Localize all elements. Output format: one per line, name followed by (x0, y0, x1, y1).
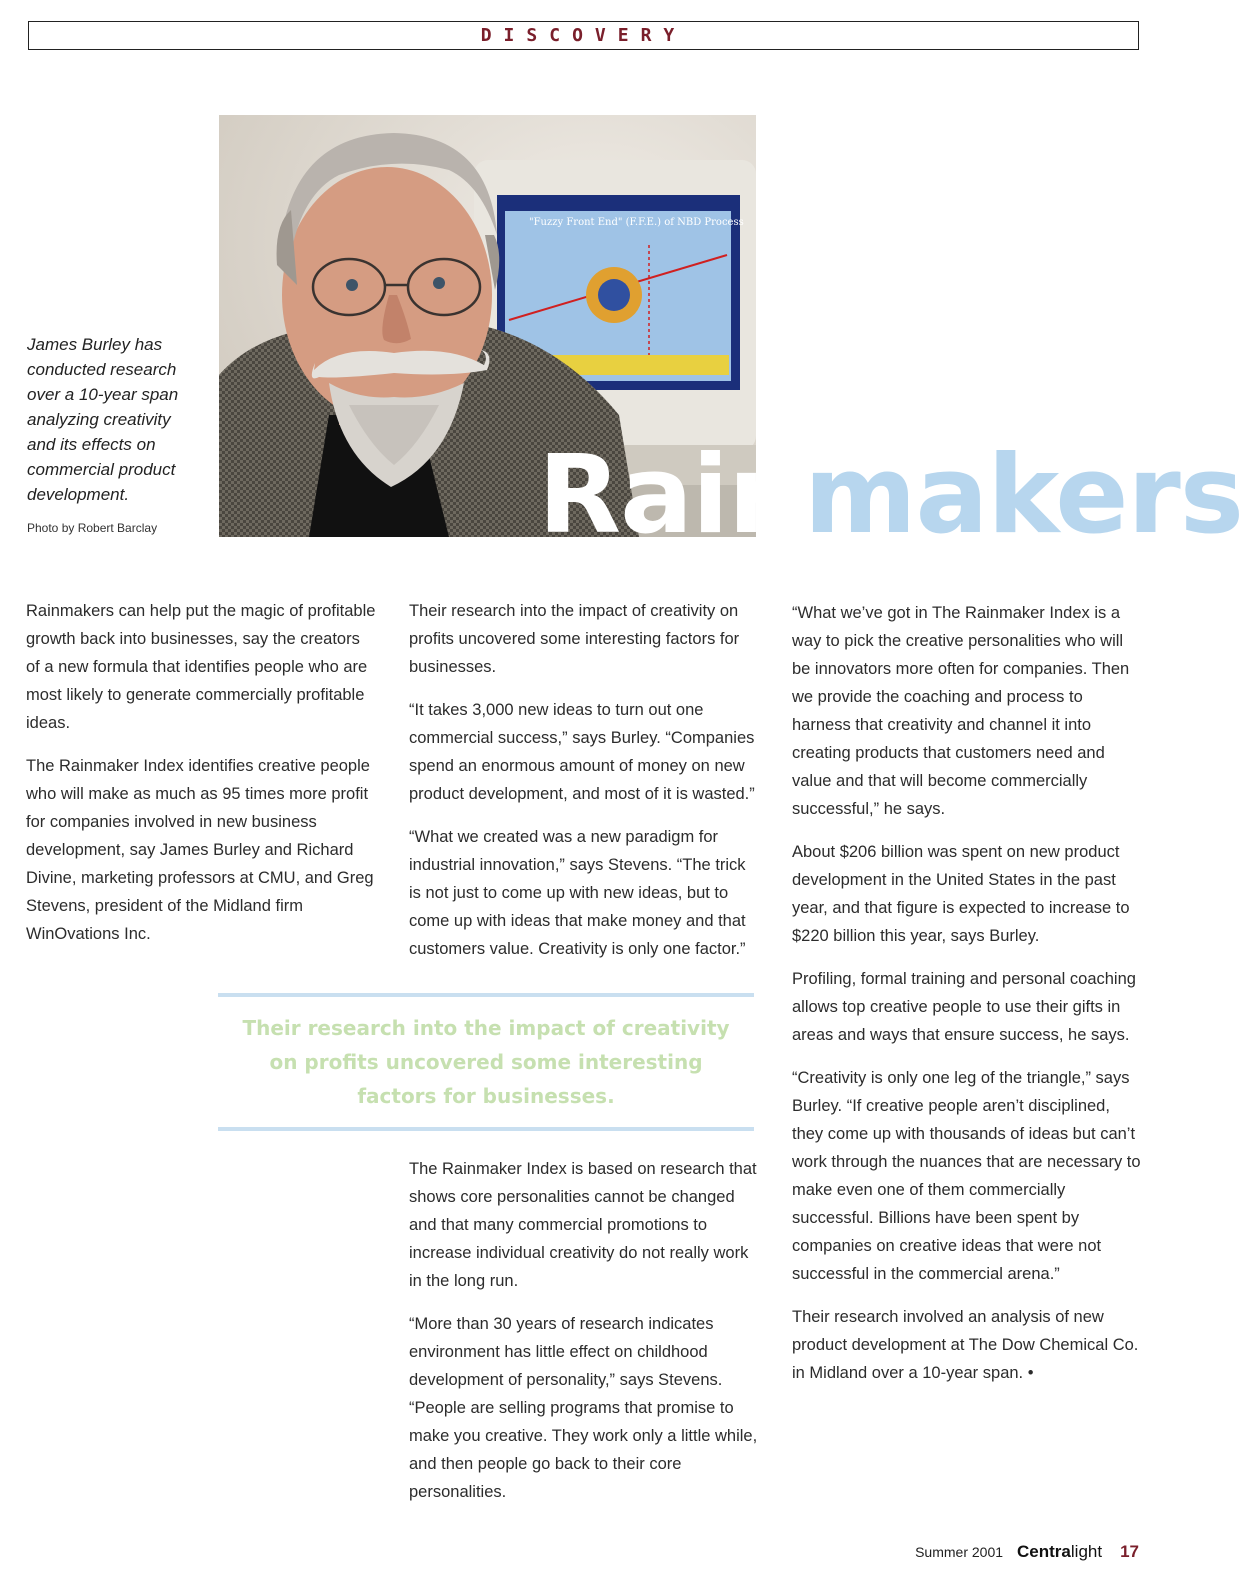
paragraph: Profiling, formal training and personal coaching allows top creative people to use their gifts in areas and ways that ensure success, he says. (792, 970, 1136, 1044)
paragraph: “Creativity is only one leg of the triangle,” says Burley. “If creative people aren’t disciplined, they come up with thousands of ideas but can’t work through the nuances that are necessary to make even one of them commercially successful. Billions have been spent by companies on creative ideas that were not successful in the commercial arena.” (792, 1069, 1141, 1283)
issue-date: Summer 2001 (915, 1544, 1004, 1560)
monitor-title: "Fuzzy Front End" (F.F.E.) of NBD Process (529, 217, 744, 228)
article-column-3 (792, 599, 1142, 1402)
paragraph: “What we’ve got in The Rainmaker Index is a way to pick the creative personalities who will be innovators more often for companies. Then we provide the coaching and process to harness that creativity and channel it into creating products that customers need and value and that will become commercially successful,” he says. (792, 604, 1130, 818)
photo-caption: James Burley has conducted research over a 10-year span analyzing creativity and its effects on commercial product development. (27, 335, 179, 504)
section-label: DISCOVERY (480, 25, 687, 46)
paragraph: “More than 30 years of research indicates environment has little effect on childhood development of personality,” says Stevens. “People are selling programs that promise to make you creative. They work only a little while, and then people go back to their core personalities. (409, 1315, 758, 1501)
headline-part-2: makers (803, 433, 1243, 558)
pull-quote (218, 993, 754, 1131)
page-footer (915, 1542, 1139, 1562)
paragraph: Their research into the impact of creativity on profits uncovered some interesting factors for businesses. (409, 602, 740, 676)
paragraph: Their research involved an analysis of new product development at The Dow Chemical Co. in Midland over a 10-year span. • (792, 1308, 1139, 1382)
headline-part-1: Rain (538, 433, 804, 558)
article-column-1 (26, 597, 376, 963)
magazine-name (1017, 1542, 1102, 1562)
paragraph: “It takes 3,000 new ideas to turn out one commercial success,” says Burley. “Companies spend an enormous amount of money on new product development, and most of it is wasted.” (409, 701, 755, 803)
article-column-2 (409, 597, 759, 978)
paragraph: The Rainmaker Index identifies creative people who will make as much as 95 times more profit for companies involved in new business development, say James Burley and Richard Divine, marketing professors at CMU, and Greg Stevens, president of the Midland firm WinOvations Inc. (26, 757, 374, 943)
magazine-name-bold: Centra (1017, 1542, 1071, 1561)
paragraph: The Rainmaker Index is based on research that shows core personalities cannot be changed and that many commercial promotions to increase individual creativity do not really work in the long run. (409, 1160, 757, 1290)
page-number: 17 (1120, 1542, 1139, 1561)
pull-quote-text: Their research into the impact of creativity on profits uncovered some interesting factors for businesses. (242, 1016, 730, 1108)
paragraph: “What we created was a new paradigm for industrial innovation,” says Stevens. “The trick is not just to come up with new ideas, but to come up with ideas that make money and that customers value. Creativity is only one factor.” (409, 828, 746, 958)
section-header (28, 21, 1139, 50)
article-column-2-continued (409, 1155, 759, 1521)
paragraph: Rainmakers can help put the magic of profitable growth back into businesses, say the creators of a new formula that identifies people who are most likely to generate commercially profitable ideas. (26, 602, 376, 732)
headline (538, 433, 1243, 558)
magazine-name-light: light (1070, 1542, 1103, 1561)
paragraph: About $206 billion was spent on new product development in the United States in the past year, and that figure is expected to increase to $220 billion this year, says Burley. (792, 843, 1130, 945)
photo-credit: Photo by Robert Barclay (27, 521, 158, 535)
